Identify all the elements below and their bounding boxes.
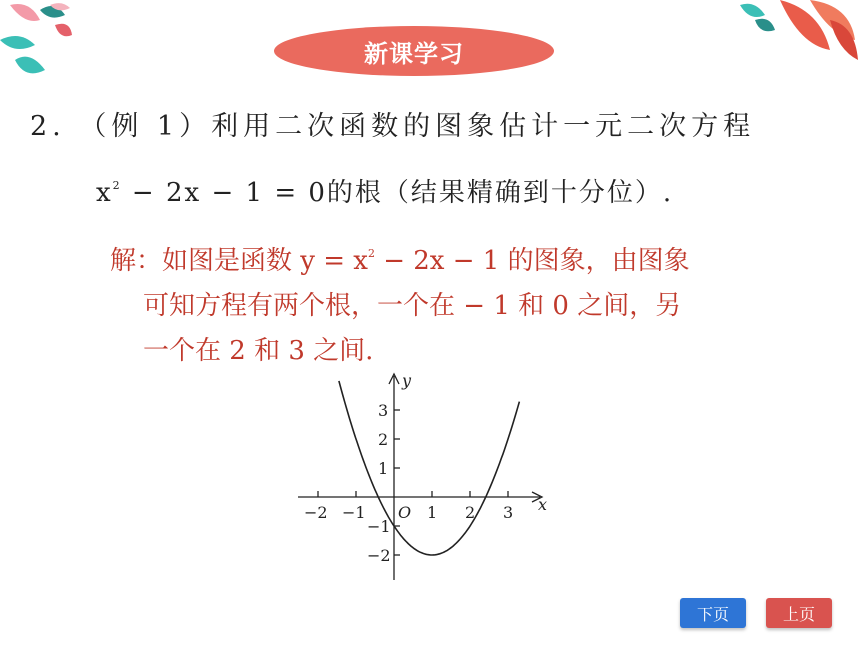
x-tick-label: 3 xyxy=(503,503,514,522)
origin-label: O xyxy=(398,503,412,522)
x-axis-label: x xyxy=(538,495,548,514)
solution-line-2: 可知方程有两个根，一个在 − 1 和 0 之间，另 xyxy=(143,291,682,321)
leaf-decoration-left xyxy=(0,0,90,95)
y-tick-label: 3 xyxy=(378,401,389,420)
question-line-1: 2. （例 1）利用二次函数的图象估计一元二次方程 xyxy=(30,111,756,142)
next-page-button[interactable]: 下页 xyxy=(680,598,746,628)
parabola-graph xyxy=(290,372,560,587)
y-tick-label: 1 xyxy=(378,459,389,478)
solution-line-3: 一个在 2 和 3 之间. xyxy=(143,336,374,366)
x-tick-label: −2 xyxy=(304,503,328,522)
section-badge: 新课学习 xyxy=(274,26,554,76)
x-tick-label: 1 xyxy=(427,503,438,522)
parabola-curve xyxy=(339,381,520,555)
y-tick-label: 2 xyxy=(378,430,389,449)
prev-page-button[interactable]: 上页 xyxy=(766,598,832,628)
leaf-decoration-right xyxy=(730,0,860,75)
y-axis-label: y xyxy=(402,372,412,390)
question-line-2: $x^2 - 2x - 1 = 0$的根（结果精确到十分位）. xyxy=(96,178,674,208)
x-tick-label: 2 xyxy=(465,503,476,522)
y-tick-label: −2 xyxy=(367,546,391,565)
solution-line-1: 解：如图是函数 $y = x^2 - 2x - 1$ 的图象，由图象 xyxy=(110,246,690,276)
x-tick-label: −1 xyxy=(342,503,366,522)
y-tick-label: −1 xyxy=(367,517,391,536)
